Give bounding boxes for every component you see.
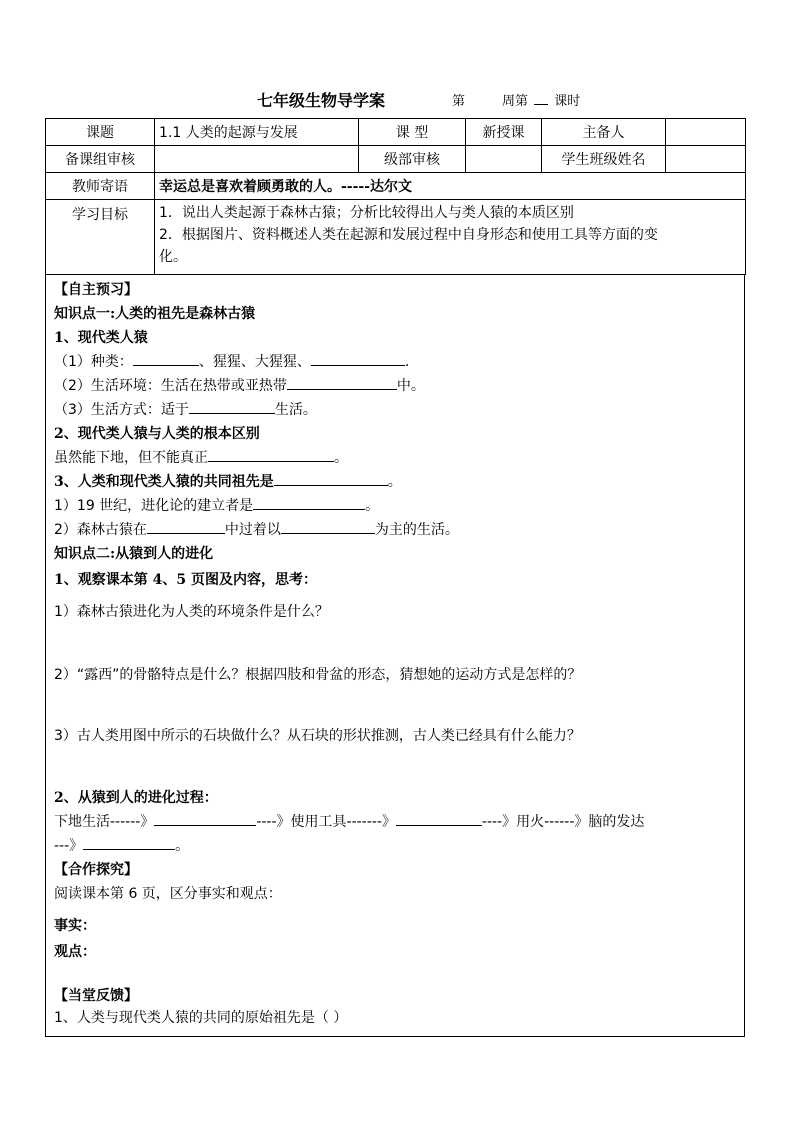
q2-blank[interactable] bbox=[287, 375, 397, 390]
type-label: 课 型 bbox=[359, 119, 466, 146]
q6-label: 2）森林古猿在 bbox=[54, 522, 147, 538]
evolution-chain-end bbox=[54, 835, 189, 855]
q5-label: 1）19 世纪，进化论的建立者是 bbox=[54, 498, 254, 514]
main-content bbox=[45, 275, 745, 1037]
think-question-1: 1）森林古猿进化为人类的环境条件是什么？ bbox=[54, 604, 329, 620]
info-row-review bbox=[46, 146, 746, 173]
e4: ---》 bbox=[54, 838, 84, 854]
type-value: 新授课 bbox=[466, 119, 542, 146]
goal-2b: 化。 bbox=[159, 249, 187, 265]
s3-end: 。 bbox=[387, 474, 402, 490]
view-label: 观点： bbox=[54, 944, 96, 960]
week-suffix: 课时 bbox=[554, 94, 581, 109]
preparer-label: 主备人 bbox=[542, 119, 666, 146]
think-question-2: 2）“露西”的骨骼特点是什么？根据四肢和骨盆的形态，猜想她的运动方式是怎样的？ bbox=[54, 667, 582, 683]
e-blank-1[interactable] bbox=[154, 811, 256, 826]
document-title: 七年级生物导学案 bbox=[257, 91, 386, 110]
grade-review-label: 级部审核 bbox=[359, 146, 466, 173]
q5-end: 。 bbox=[365, 498, 380, 514]
q6-blank-1[interactable] bbox=[147, 519, 225, 534]
s3-blank[interactable] bbox=[274, 471, 388, 486]
section-1: 1、现代类人猿 bbox=[54, 330, 148, 346]
review-label: 备课组审核 bbox=[46, 146, 155, 173]
e2: ----》使用工具-------》 bbox=[256, 814, 396, 830]
question-darwin bbox=[54, 495, 379, 515]
q3-label: （3）生活方式：适于 bbox=[54, 402, 189, 418]
week-prefix: 第 bbox=[452, 94, 466, 109]
feedback-question-1: 1、人类与现代类人猿的共同的原始祖先是（ ） bbox=[54, 1010, 348, 1026]
section-5: 2、从猿到人的进化过程： bbox=[54, 790, 218, 806]
teacher-msg-value: 幸运总是喜欢着顾勇敢的人。-----达尔文 bbox=[155, 173, 746, 200]
q1-label: （1）种类： bbox=[54, 354, 133, 370]
student-value bbox=[666, 146, 746, 173]
preparer-value bbox=[666, 119, 746, 146]
info-row-teacher bbox=[46, 173, 746, 200]
q1-blank-1[interactable] bbox=[133, 351, 199, 366]
goal-2a: 2．根据图片、资料概述人类在起源和发展过程中自身形态和使用工具等方面的变 bbox=[159, 227, 658, 243]
question-lifestyle bbox=[54, 399, 317, 419]
section-4: 1、观察课本第 4、5 页图及内容，思考： bbox=[54, 572, 317, 588]
q6-mid: 中过着以 bbox=[224, 522, 281, 538]
section-2: 2、现代类人猿与人类的根本区别 bbox=[54, 426, 260, 442]
q3-end: 生活。 bbox=[274, 402, 317, 418]
e-blank-2[interactable] bbox=[396, 811, 482, 826]
q4-blank[interactable] bbox=[208, 447, 334, 462]
section-3 bbox=[54, 471, 402, 491]
week-middle: 周第 bbox=[502, 94, 529, 109]
feedback-heading: 【当堂反馈】 bbox=[54, 988, 138, 1004]
q1-blank-2[interactable] bbox=[311, 351, 405, 366]
topic-label: 课题 bbox=[46, 119, 155, 146]
e3: ----》用火------》脑的发达 bbox=[481, 814, 645, 830]
cooperation-text: 阅读课本第 6 页，区分事实和观点： bbox=[54, 886, 282, 902]
question-difference bbox=[54, 447, 348, 467]
info-row-goals bbox=[46, 200, 746, 275]
topic-value: 1.1 人类的起源与发展 bbox=[155, 119, 359, 146]
e-blank-3[interactable] bbox=[83, 835, 175, 850]
lesson-blank bbox=[534, 92, 548, 105]
goal-1: 1．说出人类起源于森林古猿；分析比较得出人与类人猿的本质区别 bbox=[159, 205, 574, 221]
q1-end: . bbox=[404, 354, 410, 370]
e1: 下地生活------》 bbox=[54, 814, 155, 830]
e5: 。 bbox=[175, 838, 190, 854]
question-ancient-ape bbox=[54, 519, 459, 539]
q1-mid: 、猩猩、大猩猩、 bbox=[198, 354, 311, 370]
q2-label: （2）生活环境：生活在热带或亚热带 bbox=[54, 378, 287, 394]
knowledge-point-1: 知识点一:人类的祖先是森林古猿 bbox=[54, 306, 256, 322]
think-question-3: 3）古人类用图中所示的石块做什么？从石块的形状推测，古人类已经具有什么能力？ bbox=[54, 728, 581, 744]
q4-end: 。 bbox=[334, 450, 348, 466]
q4-label: 虽然能下地，但不能真正 bbox=[54, 450, 208, 466]
q5-blank[interactable] bbox=[253, 495, 365, 510]
question-species bbox=[54, 351, 409, 371]
info-row-topic bbox=[46, 119, 746, 146]
teacher-msg-label: 教师寄语 bbox=[46, 173, 155, 200]
q2-end: 中。 bbox=[396, 378, 425, 394]
preview-heading: 【自主预习】 bbox=[54, 282, 138, 298]
q6-blank-2[interactable] bbox=[281, 519, 375, 534]
knowledge-point-2: 知识点二:从猿到人的进化 bbox=[54, 546, 214, 562]
info-table bbox=[45, 118, 746, 275]
section-3-label: 3、人类和现代类人猿的共同祖先是 bbox=[54, 474, 274, 490]
week-lesson-field bbox=[502, 90, 580, 109]
evolution-chain bbox=[54, 811, 644, 831]
grade-review-value bbox=[466, 146, 542, 173]
goals-cell bbox=[155, 200, 746, 275]
q6-end: 为主的生活。 bbox=[374, 522, 459, 538]
fact-label: 事实： bbox=[54, 918, 96, 934]
student-label: 学生班级姓名 bbox=[542, 146, 666, 173]
review-value bbox=[155, 146, 359, 173]
q3-blank[interactable] bbox=[189, 399, 275, 414]
title-line bbox=[0, 88, 794, 110]
cooperation-heading: 【合作探究】 bbox=[54, 862, 138, 878]
question-environment bbox=[54, 375, 425, 395]
goals-label: 学习目标 bbox=[46, 200, 155, 275]
